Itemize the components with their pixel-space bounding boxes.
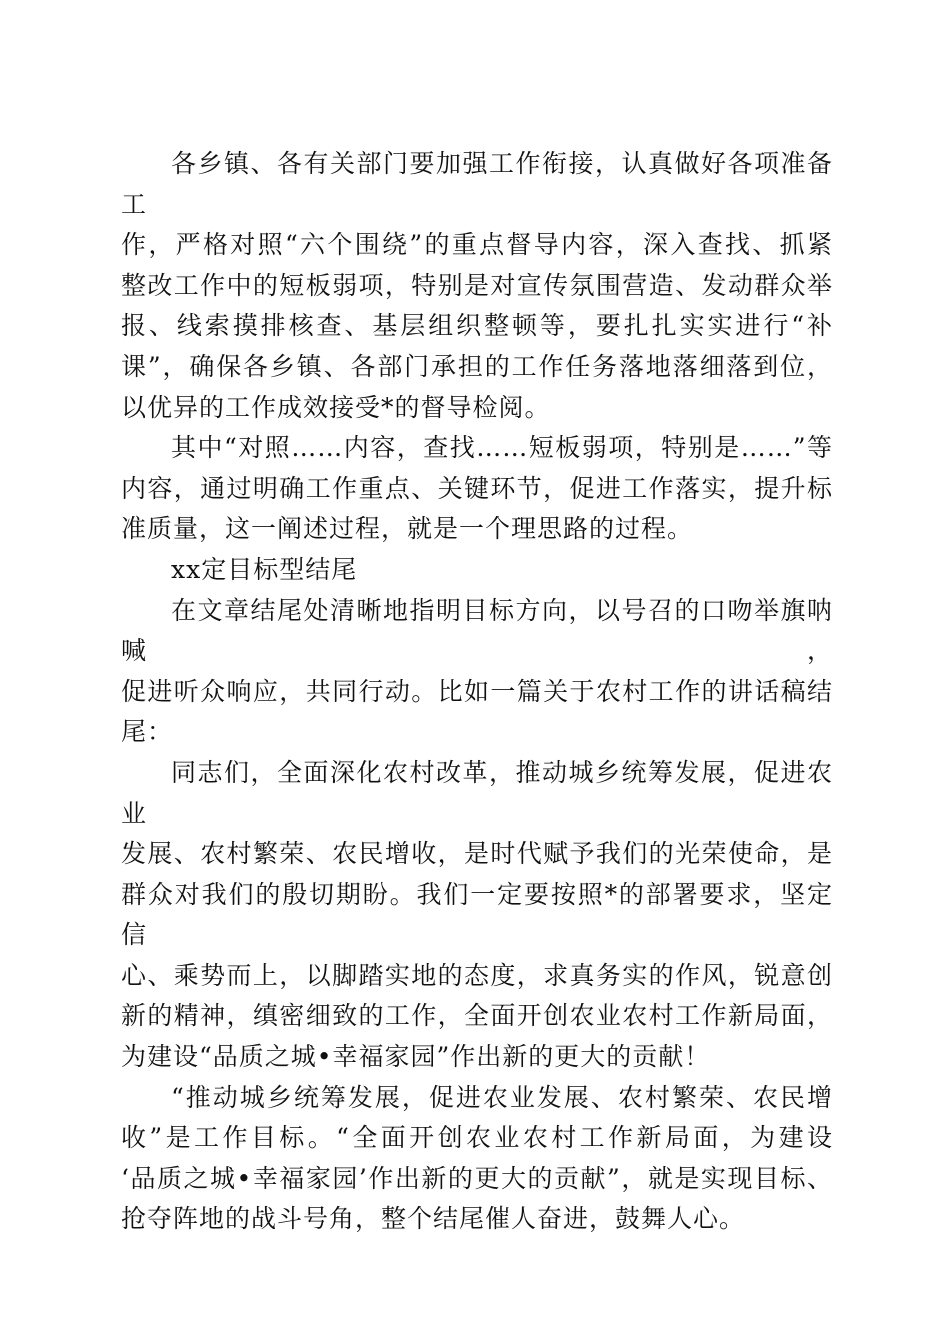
text-line: 准质量，这一阐述过程，就是一个理思路的过程。 [121,514,694,544]
text-line: “推动城乡统筹发展，促进农业发展、农村繁荣、农民增 [171,1082,833,1112]
text-line: 课”，确保各乡镇、各部门承担的工作任务落地落细落到位， [121,351,833,381]
text-line: 同志们，全面深化农村改革，推动城乡统筹发展，促进农业 [121,757,833,828]
text-line: 各乡镇、各有关部门要加强工作衔接，认真做好各项准备工 [121,149,833,219]
text-line: 发展、农村繁荣、农民增收，是时代赋予我们的光荣使命，是 [121,839,833,869]
text-line: 其中“对照……内容，查找……短板弱项，特别是……”等 [171,433,833,463]
text-line: 内容，通过明确工作重点、关键环节，促进工作落实，提升标 [121,473,833,503]
text-line: 在文章结尾处清晰地指明目标方向，以号召的口吻举旗呐喊， [121,595,833,666]
text-line: 心、乘势而上，以脚踏实地的态度，求真务实的作风，锐意创 [121,960,833,990]
text-line: 促进听众响应，共同行动。比如一篇关于农村工作的讲话稿结 [121,676,833,706]
document-body [121,144,833,1240]
paragraph-analysis [121,428,833,550]
heading-line: xx定目标型结尾 [171,554,358,584]
section-heading [121,550,833,591]
text-line: 整改工作中的短板弱项，特别是对宣传氛围营造、发动群众举 [121,270,833,300]
text-line: 为建设“品质之城•幸福家园”作出新的更大的贡献！ [121,1042,711,1072]
text-line: 收”是工作目标。“全面开创农业农村工作新局面，为建设 [121,1123,833,1153]
text-line: 作，严格对照“六个围绕”的重点督导内容，深入查找、抓紧 [121,230,833,260]
paragraph-preparation [121,144,833,428]
text-line: 新的精神，缜密细致的工作，全面开创农业农村工作新局面， [121,1001,833,1031]
paragraph-goal-analysis [121,1078,833,1240]
paragraph-goal-intro [121,591,833,753]
text-line: 群众对我们的殷切期盼。我们一定要按照*的部署要求，坚定信 [121,879,833,950]
paragraph-speech-example [121,753,833,1078]
text-line: 以优异的工作成效接受*的督导检阅。 [121,392,551,422]
text-line: ‘品质之城•幸福家园’作出新的更大的贡献”，就是实现目标、 [121,1163,833,1193]
text-line: 报、线索摸排核查、基层组织整顿等，要扎扎实实进行“补 [121,311,833,341]
text-line: 尾： [121,717,174,747]
text-line: 抢夺阵地的战斗号角，整个结尾催人奋进，鼓舞人心。 [121,1204,746,1234]
